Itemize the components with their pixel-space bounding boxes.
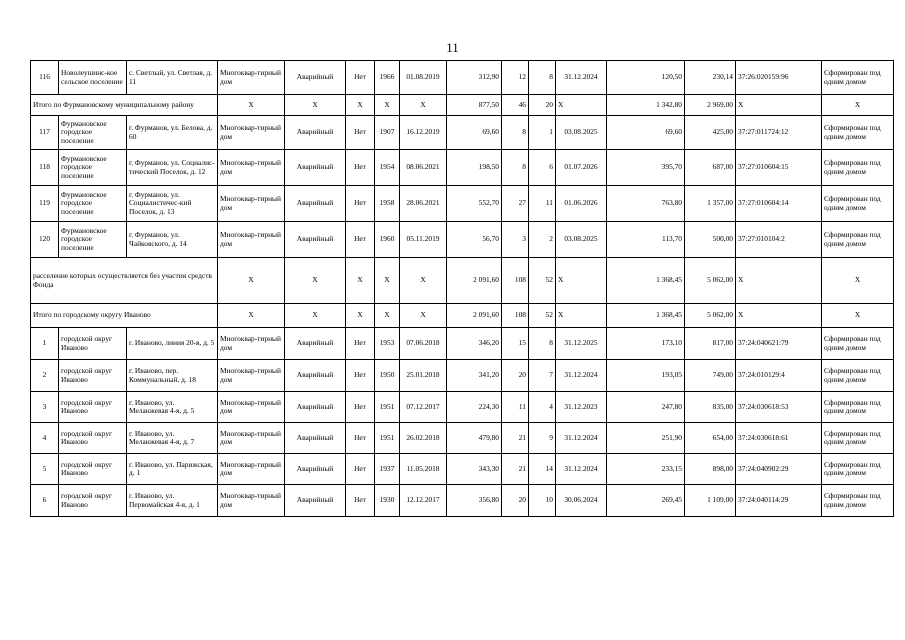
table-cell: 37:24:040902:29: [736, 454, 822, 485]
table-cell: 312,90: [447, 61, 502, 95]
table-cell: X: [400, 258, 447, 304]
table-cell: Многоквар-тирный дом: [218, 186, 285, 222]
table-cell: X: [375, 258, 400, 304]
table-cell: 269,45: [607, 485, 685, 517]
table-cell: г. Фурманов, ул. Социалис-тический Поселок, д. 12: [127, 150, 218, 186]
table-cell: городской округ Иваново: [59, 454, 127, 485]
table-cell: 2 091,60: [447, 304, 502, 328]
table-cell: г. Иваново, пер. Коммунальный, д. 18: [127, 360, 218, 392]
table-cell: 5 062,00: [685, 304, 736, 328]
table-cell: Многоквар-тирный дом: [218, 485, 285, 517]
table-cell: Нет: [346, 61, 375, 95]
table-cell: г. Иваново, линия 20-я, д. 5: [127, 328, 218, 360]
table-cell: городской округ Иваново: [59, 485, 127, 517]
table-cell: 20: [529, 95, 556, 116]
table-cell: 749,00: [685, 360, 736, 392]
table-cell: Сформирован под одним домом: [822, 150, 894, 186]
table-cell: 28.06.2021: [400, 186, 447, 222]
table-cell: 37:27:010104:2: [736, 222, 822, 258]
table-cell: X: [346, 258, 375, 304]
table-cell: Нет: [346, 186, 375, 222]
table-row: [31, 116, 894, 150]
table-cell: Аварийный: [285, 423, 346, 454]
table-cell: 10: [529, 485, 556, 517]
table-cell: 230,14: [685, 61, 736, 95]
table-cell: 31.12.2024: [556, 360, 607, 392]
table-cell: 1 342,80: [607, 95, 685, 116]
table-row: [31, 328, 894, 360]
table-cell: 1954: [375, 150, 400, 186]
table-cell: 120: [31, 222, 59, 258]
table-cell: 1930: [375, 485, 400, 517]
table-cell: 30.06.2024: [556, 485, 607, 517]
table-cell: Фурмановское городское поселение: [59, 186, 127, 222]
table-cell: 1951: [375, 392, 400, 423]
table-cell: X: [736, 258, 822, 304]
table-cell: 3: [502, 222, 529, 258]
table-cell: 687,00: [685, 150, 736, 186]
table-cell: городской округ Иваново: [59, 423, 127, 454]
table-cell: Нет: [346, 222, 375, 258]
table-cell: Нет: [346, 454, 375, 485]
table-cell: Сформирован под одним домом: [822, 392, 894, 423]
table-cell: 1937: [375, 454, 400, 485]
table-cell: X: [400, 304, 447, 328]
table-cell: Нет: [346, 423, 375, 454]
table-cell: X: [346, 304, 375, 328]
table-cell: г. Фурманов, ул. Социалистичес-кий Поселок, д. 13: [127, 186, 218, 222]
table-cell: с. Светлый, ул. Светлая, д. 11: [127, 61, 218, 95]
table-cell: 7: [529, 360, 556, 392]
table-cell: 8: [529, 328, 556, 360]
table-cell: 251,90: [607, 423, 685, 454]
table-cell: 37:24:030618:61: [736, 423, 822, 454]
table-cell: Аварийный: [285, 485, 346, 517]
table-cell: 835,00: [685, 392, 736, 423]
table-cell: Сформирован под одним домом: [822, 328, 894, 360]
table-cell: 8: [529, 61, 556, 95]
table-cell: 12.12.2017: [400, 485, 447, 517]
table-cell: 1966: [375, 61, 400, 95]
table-cell: X: [218, 258, 285, 304]
table-cell: X: [822, 95, 894, 116]
table-cell: Сформирован под одним домом: [822, 61, 894, 95]
table-cell: Аварийный: [285, 222, 346, 258]
table-cell: 37:24:040114:29: [736, 485, 822, 517]
table-cell: 20: [502, 360, 529, 392]
table-cell: 1 109,00: [685, 485, 736, 517]
table-cell: 01.06.2026: [556, 186, 607, 222]
table-cell: 05.11.2019: [400, 222, 447, 258]
table-cell: 37:27:010604:15: [736, 150, 822, 186]
table-cell: Нет: [346, 150, 375, 186]
table-cell: 16.12.2019: [400, 116, 447, 150]
table-cell: 31.12.2024: [556, 454, 607, 485]
table-cell: 2: [31, 360, 59, 392]
housing-table: [30, 60, 894, 517]
table-cell: Многоквар-тирный дом: [218, 423, 285, 454]
table-cell: X: [375, 95, 400, 116]
table-cell: Нет: [346, 392, 375, 423]
table-cell: 1 368,45: [607, 258, 685, 304]
table-cell: 8: [502, 150, 529, 186]
table-cell: 425,00: [685, 116, 736, 150]
table-cell: X: [285, 95, 346, 116]
table-cell: 27: [502, 186, 529, 222]
table-row: [31, 423, 894, 454]
table-cell: 224,30: [447, 392, 502, 423]
table-cell: Сформирован под одним домом: [822, 423, 894, 454]
table-cell: г. Фурманов, ул. Чайковского, д. 14: [127, 222, 218, 258]
table-cell: Аварийный: [285, 116, 346, 150]
table-cell: 1 357,00: [685, 186, 736, 222]
table-cell: Аварийный: [285, 392, 346, 423]
table-cell: X: [736, 304, 822, 328]
table-cell: 26.02.2018: [400, 423, 447, 454]
table-cell: Сформирован под одним домом: [822, 360, 894, 392]
table-cell: 356,80: [447, 485, 502, 517]
table-cell: 12: [502, 61, 529, 95]
table-cell: 3: [31, 392, 59, 423]
table-cell: 37:24:030618:53: [736, 392, 822, 423]
table-row: [31, 485, 894, 517]
table-cell: X: [556, 258, 607, 304]
table-cell: 1958: [375, 186, 400, 222]
table-cell: 37:24:010129:4: [736, 360, 822, 392]
table-cell: 343,30: [447, 454, 502, 485]
total-row: [31, 258, 894, 304]
table-cell: 37:27:011724:12: [736, 116, 822, 150]
table-cell: 20: [502, 485, 529, 517]
table-cell: 2: [529, 222, 556, 258]
table-cell: 8: [502, 116, 529, 150]
table-cell: 1907: [375, 116, 400, 150]
table-cell: Сформирован под одним домом: [822, 222, 894, 258]
table-cell: 763,80: [607, 186, 685, 222]
table-cell: 1: [529, 116, 556, 150]
table-cell: X: [822, 304, 894, 328]
total-row: [31, 95, 894, 116]
table-cell: 1950: [375, 360, 400, 392]
total-label: расселение которых осуществляется без участия средств Фонда: [31, 258, 218, 304]
table-cell: 01.07.2026: [556, 150, 607, 186]
table-cell: X: [218, 304, 285, 328]
table-cell: 52: [529, 258, 556, 304]
table-cell: 1951: [375, 423, 400, 454]
table-cell: 03.08.2025: [556, 222, 607, 258]
table-cell: Сформирован под одним домом: [822, 186, 894, 222]
table-row: [31, 392, 894, 423]
table-cell: X: [285, 304, 346, 328]
table-cell: Аварийный: [285, 454, 346, 485]
table-cell: 898,00: [685, 454, 736, 485]
table-cell: г. Иваново, ул. Парижская, д. 1: [127, 454, 218, 485]
table-cell: 120,50: [607, 61, 685, 95]
table-cell: 1960: [375, 222, 400, 258]
table-cell: 117: [31, 116, 59, 150]
table-cell: 31.12.2024: [556, 423, 607, 454]
table-cell: 11: [529, 186, 556, 222]
table-cell: Нет: [346, 116, 375, 150]
table-row: [31, 360, 894, 392]
table-cell: 6: [529, 150, 556, 186]
table-cell: X: [218, 95, 285, 116]
table-cell: 116: [31, 61, 59, 95]
table-cell: Многоквар-тирный дом: [218, 116, 285, 150]
table-cell: 07.12.2017: [400, 392, 447, 423]
table-cell: 15: [502, 328, 529, 360]
page-number: 11: [446, 40, 459, 55]
table-cell: 21: [502, 423, 529, 454]
table-cell: 07.06.2018: [400, 328, 447, 360]
table-row: [31, 61, 894, 95]
table-cell: 113,70: [607, 222, 685, 258]
table-cell: Нет: [346, 485, 375, 517]
table-cell: 193,05: [607, 360, 685, 392]
table-cell: 1 368,45: [607, 304, 685, 328]
table-cell: Многоквар-тирный дом: [218, 222, 285, 258]
table-cell: X: [822, 258, 894, 304]
total-row: [31, 304, 894, 328]
table-cell: X: [285, 258, 346, 304]
table-cell: 108: [502, 258, 529, 304]
table-cell: 4: [529, 392, 556, 423]
table-row: [31, 186, 894, 222]
table-cell: 31.12.2024: [556, 61, 607, 95]
table-cell: 5 062,00: [685, 258, 736, 304]
table-cell: 247,80: [607, 392, 685, 423]
table-cell: 817,00: [685, 328, 736, 360]
table-cell: Многоквар-тирный дом: [218, 360, 285, 392]
table-cell: городской округ Иваново: [59, 392, 127, 423]
table-cell: городской округ Иваново: [59, 328, 127, 360]
table-cell: X: [375, 304, 400, 328]
table-cell: 08.06.2021: [400, 150, 447, 186]
table-cell: X: [346, 95, 375, 116]
table-cell: Нет: [346, 360, 375, 392]
table-cell: 31.12.2023: [556, 392, 607, 423]
table-cell: 1: [31, 328, 59, 360]
table-cell: г. Фурманов, ул. Белова, д. 60: [127, 116, 218, 150]
table-cell: Многоквар-тирный дом: [218, 61, 285, 95]
table-cell: 01.08.2019: [400, 61, 447, 95]
table-cell: 56,70: [447, 222, 502, 258]
table-cell: 25.01.2018: [400, 360, 447, 392]
table-cell: 2 091,60: [447, 258, 502, 304]
table-cell: 119: [31, 186, 59, 222]
table-cell: 2 969,00: [685, 95, 736, 116]
table-cell: г. Иваново, ул. Меланжевая 4-я, д. 5: [127, 392, 218, 423]
table-cell: Многоквар-тирный дом: [218, 328, 285, 360]
table-cell: г. Иваново, ул. Первомайская 4-я, д. 1: [127, 485, 218, 517]
table-row: [31, 150, 894, 186]
table-cell: X: [400, 95, 447, 116]
table-cell: 52: [529, 304, 556, 328]
table-cell: Новолеушинс-кое сельское поселение: [59, 61, 127, 95]
table-cell: 11: [502, 392, 529, 423]
table-cell: 6: [31, 485, 59, 517]
table-cell: 233,15: [607, 454, 685, 485]
table-cell: Сформирован под одним домом: [822, 116, 894, 150]
table-cell: X: [556, 304, 607, 328]
table-cell: г. Иваново, ул. Меланжевая 4-я, д. 7: [127, 423, 218, 454]
table-cell: Фурмановское городское поселение: [59, 150, 127, 186]
table-cell: 877,50: [447, 95, 502, 116]
table-cell: Фурмановское городское поселение: [59, 116, 127, 150]
table-cell: Многоквар-тирный дом: [218, 392, 285, 423]
table-cell: Сформирован под одним домом: [822, 454, 894, 485]
table-cell: Сформирован под одним домом: [822, 485, 894, 517]
table-cell: Нет: [346, 328, 375, 360]
table-cell: 69,60: [607, 116, 685, 150]
table-cell: 118: [31, 150, 59, 186]
table-cell: 108: [502, 304, 529, 328]
table-cell: 03.08.2025: [556, 116, 607, 150]
table-cell: 21: [502, 454, 529, 485]
table-cell: 500,00: [685, 222, 736, 258]
table-cell: 37:26:020159:96: [736, 61, 822, 95]
table-cell: Многоквар-тирный дом: [218, 454, 285, 485]
table-cell: Аварийный: [285, 150, 346, 186]
table-cell: 46: [502, 95, 529, 116]
table-cell: Фурмановское городское поселение: [59, 222, 127, 258]
table-row: [31, 454, 894, 485]
table-cell: 395,70: [607, 150, 685, 186]
table-cell: городской округ Иваново: [59, 360, 127, 392]
table-cell: 37:27:010604:14: [736, 186, 822, 222]
table-cell: Аварийный: [285, 61, 346, 95]
table-cell: 479,80: [447, 423, 502, 454]
total-label: Итого по городскому округу Иваново: [31, 304, 218, 328]
table-cell: 5: [31, 454, 59, 485]
table-cell: 31.12.2025: [556, 328, 607, 360]
table-cell: 1953: [375, 328, 400, 360]
table-cell: 14: [529, 454, 556, 485]
table-cell: X: [736, 95, 822, 116]
table-cell: Аварийный: [285, 328, 346, 360]
table-cell: 9: [529, 423, 556, 454]
table-cell: 198,50: [447, 150, 502, 186]
table-row: [31, 222, 894, 258]
table-cell: 69,60: [447, 116, 502, 150]
table-cell: 346,20: [447, 328, 502, 360]
total-label: Итого по Фурмановскому муниципальному району: [31, 95, 218, 116]
table-cell: 37:24:040621:79: [736, 328, 822, 360]
table-cell: 173,10: [607, 328, 685, 360]
table-cell: 654,00: [685, 423, 736, 454]
table-cell: Многоквар-тирный дом: [218, 150, 285, 186]
table-cell: 552,70: [447, 186, 502, 222]
table-cell: Аварийный: [285, 186, 346, 222]
table-cell: X: [556, 95, 607, 116]
table-cell: 341,20: [447, 360, 502, 392]
table-cell: Аварийный: [285, 360, 346, 392]
table-cell: 4: [31, 423, 59, 454]
table-cell: 11.05.2018: [400, 454, 447, 485]
